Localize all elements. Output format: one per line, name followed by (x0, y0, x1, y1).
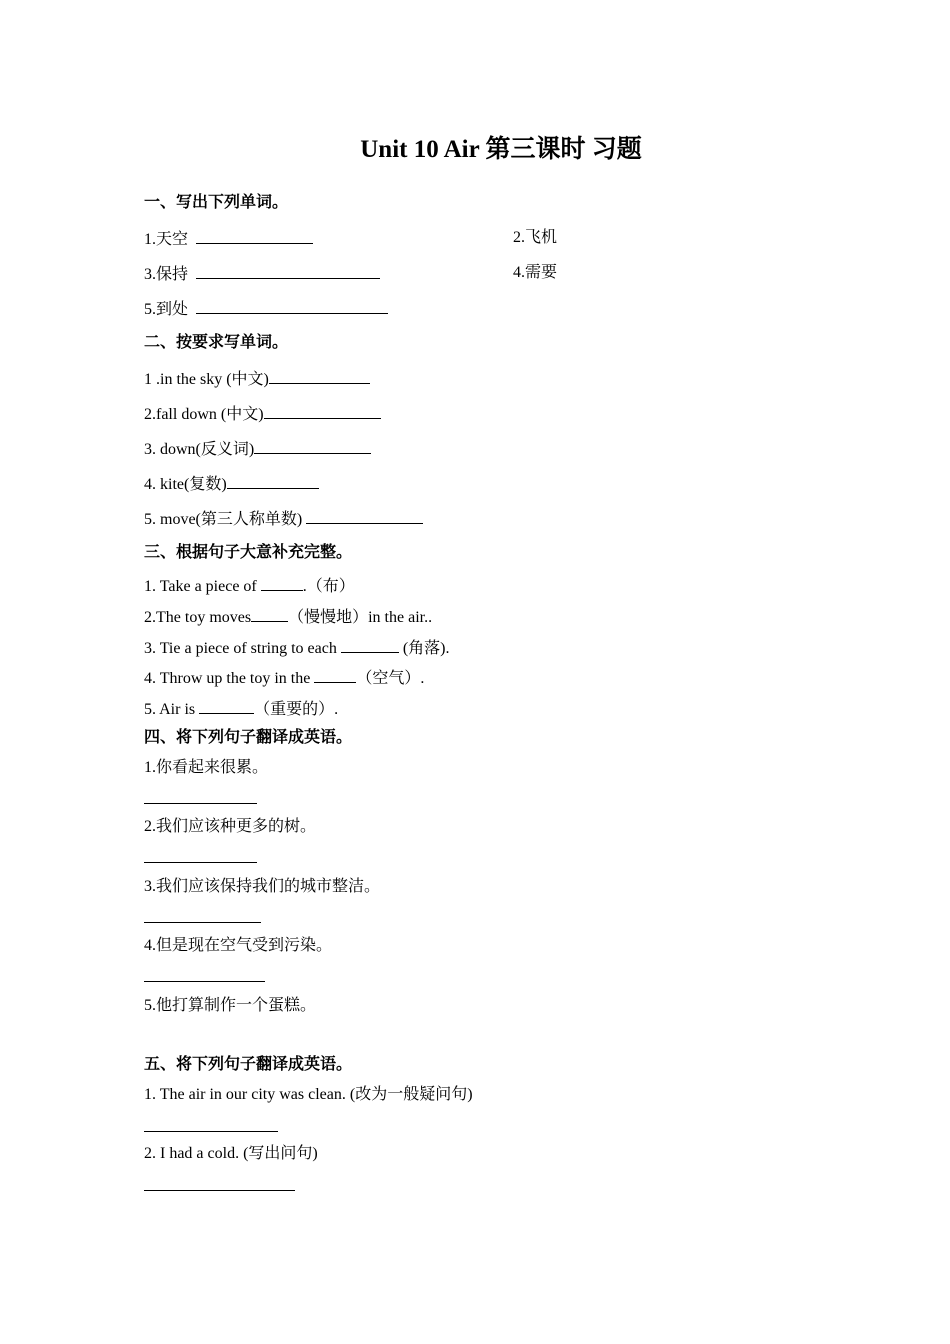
answer-blank[interactable] (341, 637, 399, 653)
page-title: Unit 10 Air 第三课时 习题 (360, 136, 642, 163)
answer-line[interactable] (144, 862, 257, 863)
s1-item-4: 4.需要 (513, 264, 558, 281)
s5-item-2: 2. I had a cold. (写出问句) (144, 1145, 318, 1162)
answer-blank[interactable] (199, 698, 254, 714)
section-4-heading: 四、将下列句子翻译成英语。 (144, 729, 353, 746)
answer-line[interactable] (144, 803, 257, 804)
s5-item-1: 1. The air in our city was clean. (改为一般疑问句) (144, 1086, 473, 1103)
answer-blank[interactable] (196, 263, 380, 279)
answer-line[interactable] (144, 1131, 278, 1132)
s2-item-1: 1 .in the sky (中文) (144, 368, 370, 390)
section-3-heading: 三、根据句子大意补充完整。 (144, 544, 353, 561)
s1-item-3: 3.保持 (144, 263, 380, 285)
answer-line[interactable] (144, 1190, 295, 1191)
section-5-heading: 五、将下列句子翻译成英语。 (144, 1056, 353, 1073)
s2-item-4: 4. kite(复数) (144, 473, 319, 495)
s1-item-1: 1.天空 (144, 228, 313, 250)
s4-item-5: 5.他打算制作一个蛋糕。 (144, 997, 317, 1014)
section-1-heading: 一、写出下列单词。 (144, 194, 289, 211)
s3-item-4: 4. Throw up the toy in the （空气）. (144, 667, 424, 689)
answer-blank[interactable] (314, 667, 356, 683)
answer-blank[interactable] (269, 368, 370, 384)
s3-item-1: 1. Take a piece of .（布） (144, 575, 355, 597)
s2-item-3: 3. down(反义词) (144, 438, 371, 460)
answer-blank[interactable] (306, 508, 423, 524)
answer-line[interactable] (144, 922, 261, 923)
answer-blank[interactable] (254, 438, 371, 454)
s3-item-2: 2.The toy moves （慢慢地）in the air.. (144, 606, 432, 628)
answer-blank[interactable] (196, 298, 388, 314)
s4-item-4: 4.但是现在空气受到污染。 (144, 937, 333, 954)
answer-blank[interactable] (227, 473, 319, 489)
s2-item-2: 2.fall down (中文) (144, 403, 381, 425)
s1-item-5: 5.到处 (144, 298, 388, 320)
answer-blank[interactable] (264, 403, 381, 419)
s2-item-5: 5. move(第三人称单数) (144, 508, 423, 530)
answer-blank[interactable] (196, 228, 313, 244)
answer-line[interactable] (144, 981, 265, 982)
s4-item-1: 1.你看起来很累。 (144, 759, 269, 776)
answer-blank[interactable] (261, 575, 303, 591)
s1-item-2: 2.飞机 (513, 229, 558, 246)
s4-item-3: 3.我们应该保持我们的城市整洁。 (144, 878, 381, 895)
s3-item-3: 3. Tie a piece of string to each (角落). (144, 637, 450, 659)
section-2-heading: 二、按要求写单词。 (144, 334, 289, 351)
answer-blank[interactable] (251, 606, 288, 622)
s3-item-5: 5. Air is （重要的）. (144, 698, 338, 720)
s4-item-2: 2.我们应该种更多的树。 (144, 818, 317, 835)
